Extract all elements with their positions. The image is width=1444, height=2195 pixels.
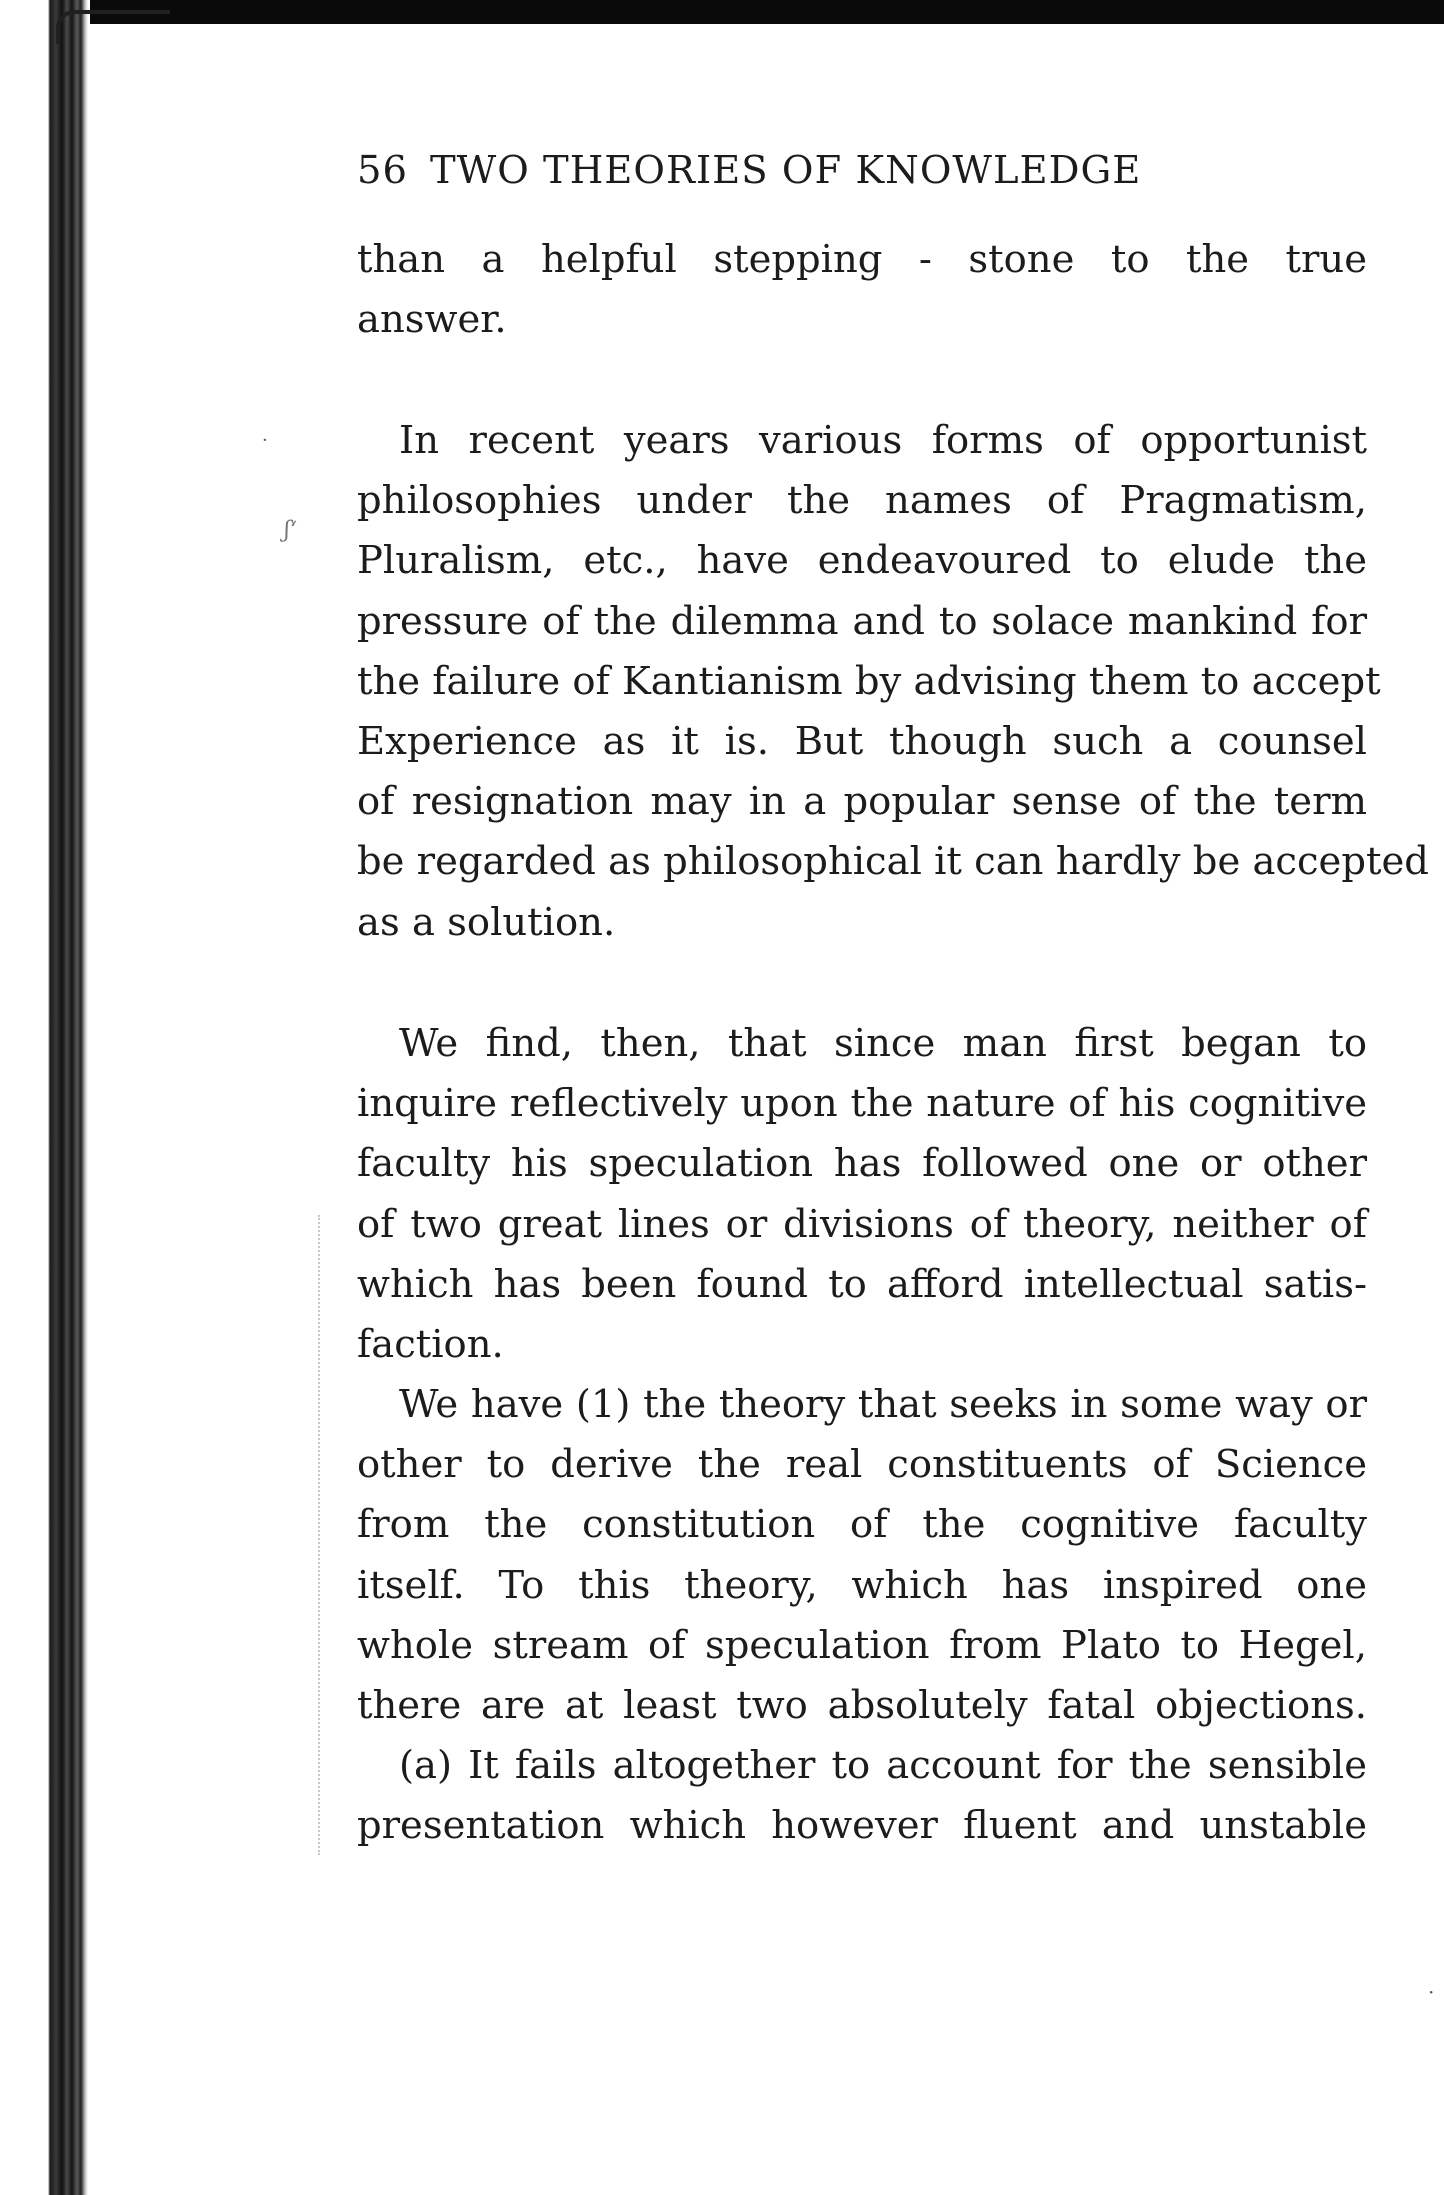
text-line: than a helpful stepping - stone to the true [357, 237, 1367, 282]
margin-dot-mark: · [262, 430, 268, 451]
margin-pencil-mark: ʃ‘ [284, 518, 297, 543]
text-line: faculty his speculation has followed one or other [357, 1141, 1367, 1187]
text-line: philosophies under the names of Pragmatism, [357, 478, 1367, 524]
book-spine-shadow [0, 0, 90, 2195]
text-line: pressure of the dilemma and to solace mankind for [357, 598, 1367, 644]
text-line: answer. [357, 297, 507, 343]
text-line: as a solution. [357, 899, 616, 945]
text-line: In recent years various forms of opportunist [399, 418, 1367, 463]
text-line: itself. To this theory, which has inspired one [357, 1562, 1367, 1608]
text-line: We have (1) the theory that seeks in some way or [399, 1382, 1367, 1427]
paragraph-two-lines-of-theory [357, 1014, 1367, 1375]
text-line: Pluralism, etc., have endeavoured to elude the [357, 538, 1367, 584]
paragraph-first-theory [357, 1375, 1367, 1736]
text-line: Experience as it is. But though such a counsel [357, 718, 1367, 764]
text-line: other to derive the real constituents of Science [357, 1442, 1367, 1488]
text-line: inquire reflectively upon the nature of his cognitive [357, 1081, 1367, 1127]
paragraph-pragmatism [357, 411, 1429, 953]
page-edge-curl [56, 10, 170, 44]
paragraph-continuation [357, 230, 1367, 350]
text-line: the failure of Kantianism by advising them to accept [357, 658, 1381, 704]
text-line: of resignation may in a popular sense of the term [357, 779, 1367, 825]
paragraph-objection-a [357, 1736, 1367, 1856]
text-line: from the constitution of the cognitive faculty [357, 1502, 1367, 1548]
text-line: faction. [357, 1321, 504, 1367]
margin-dot-mark: · [1428, 1980, 1435, 2004]
text-line: (a) It fails altogether to account for the sensible [399, 1743, 1367, 1788]
text-line: there are at least two absolutely fatal objections. [357, 1682, 1367, 1728]
text-line: which has been found to afford intellectual satis- [357, 1261, 1367, 1307]
text-line: of two great lines or divisions of theory, neither of [357, 1201, 1367, 1247]
text-line: be regarded as philosophical it can hardly be accepted [357, 839, 1429, 885]
page-number: 56 [357, 148, 408, 193]
text-line: presentation which however fluent and unstable [357, 1803, 1367, 1849]
text-line: We find, then, that since man first began to [399, 1021, 1367, 1066]
text-line: whole stream of speculation from Plato to Hegel, [357, 1622, 1367, 1668]
margin-dotted-trace [318, 1215, 320, 1855]
running-title: TWO THEORIES OF KNOWLEDGE [430, 148, 1142, 193]
scan-top-border [0, 0, 1444, 24]
running-header [357, 141, 1367, 201]
